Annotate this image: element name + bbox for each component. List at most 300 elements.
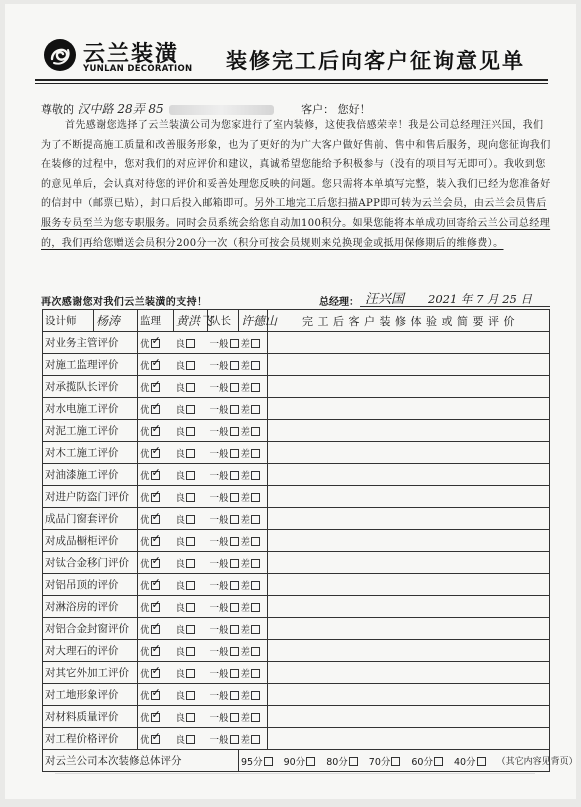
- faint-bleedthrough: [55, 773, 535, 774]
- grade-option-good[interactable]: [174, 420, 208, 442]
- document-title: 装修完工后向客户征询意见单: [226, 49, 525, 73]
- grade-checkbox[interactable]: [186, 603, 195, 612]
- redacted-area: [169, 105, 274, 115]
- grade-checkbox[interactable]: [251, 339, 260, 348]
- grade-option-good[interactable]: [174, 684, 208, 706]
- remark-cell[interactable]: [268, 376, 550, 398]
- grade-option-average[interactable]: [208, 596, 239, 618]
- remark-cell[interactable]: [268, 420, 550, 442]
- grade-checkbox[interactable]: [230, 581, 239, 590]
- score-option-label: 70分: [368, 756, 391, 768]
- rating-item-label: 对淋浴房的评价: [43, 596, 138, 618]
- score-option[interactable]: [454, 754, 486, 768]
- remark-cell[interactable]: [268, 706, 550, 728]
- grade-checkbox[interactable]: [186, 647, 195, 656]
- grade-option-excellent[interactable]: [138, 530, 174, 552]
- grade-option-poor[interactable]: [239, 574, 268, 596]
- grade-checkbox[interactable]: [186, 515, 195, 524]
- grade-checkbox[interactable]: [151, 493, 160, 502]
- grade-option-poor[interactable]: [239, 332, 268, 354]
- rating-row: [43, 398, 550, 420]
- rating-item-label: 对工地形象评价: [43, 684, 138, 706]
- rating-item-label: 对工程价格评价: [43, 728, 138, 750]
- grade-label: 差: [240, 734, 251, 746]
- grade-option-poor[interactable]: [239, 508, 268, 530]
- rating-row: [43, 618, 550, 640]
- grade-checkbox[interactable]: [251, 691, 260, 700]
- grade-checkbox[interactable]: [230, 471, 239, 480]
- grade-label: 优: [140, 668, 150, 680]
- grade-checkbox[interactable]: [151, 713, 160, 722]
- grade-label: 一般: [209, 404, 229, 416]
- grade-checkbox[interactable]: [251, 515, 260, 524]
- signature-date: 2021 年 7 月 25 日: [428, 292, 532, 306]
- grade-option-good[interactable]: [174, 706, 208, 728]
- grade-option-excellent[interactable]: [138, 728, 174, 750]
- rating-row: [43, 376, 550, 398]
- remark-cell[interactable]: [268, 530, 550, 552]
- grade-option-excellent[interactable]: [138, 398, 174, 420]
- remark-cell[interactable]: [268, 508, 550, 530]
- grade-option-average[interactable]: [208, 376, 239, 398]
- grade-checkbox[interactable]: [186, 559, 195, 568]
- grade-label: 差: [240, 382, 251, 394]
- grade-checkbox[interactable]: [230, 669, 239, 678]
- grade-checkbox[interactable]: [251, 449, 260, 458]
- grade-checkbox[interactable]: [230, 493, 239, 502]
- remark-cell[interactable]: [268, 684, 550, 706]
- grade-label: 一般: [209, 514, 229, 526]
- grade-label: 差: [240, 448, 251, 460]
- score-checkbox[interactable]: [306, 757, 315, 766]
- grade-option-excellent[interactable]: [138, 332, 174, 354]
- rating-row: [43, 420, 550, 442]
- header-rule: [35, 79, 548, 81]
- grade-label: 良: [175, 514, 186, 526]
- grade-checkbox[interactable]: [186, 669, 195, 678]
- grade-label: 优: [140, 712, 150, 724]
- grade-option-poor[interactable]: [239, 618, 268, 640]
- letter-body: [41, 116, 551, 253]
- grade-option-good[interactable]: [174, 728, 208, 750]
- remark-cell[interactable]: [268, 332, 550, 354]
- grade-option-excellent[interactable]: [138, 354, 174, 376]
- grade-checkbox[interactable]: [186, 691, 195, 700]
- rating-row: [43, 508, 550, 530]
- remark-cell[interactable]: [268, 464, 550, 486]
- grade-option-good[interactable]: [174, 596, 208, 618]
- grade-label: 一般: [209, 624, 229, 636]
- score-option-label: 95分: [241, 756, 263, 768]
- grade-label: 差: [240, 580, 251, 592]
- brand-name-cn: 云兰装潢: [83, 42, 180, 67]
- grade-checkbox[interactable]: [151, 625, 160, 634]
- grade-label: 良: [175, 470, 186, 482]
- grade-option-average[interactable]: [208, 398, 239, 420]
- grade-checkbox[interactable]: [151, 603, 160, 612]
- grade-checkbox[interactable]: [186, 405, 195, 414]
- grade-option-poor[interactable]: [239, 442, 268, 464]
- rating-item-label: 对其它外加工评价: [43, 662, 138, 684]
- grade-checkbox[interactable]: [186, 735, 195, 744]
- grade-checkbox[interactable]: [230, 361, 239, 370]
- manager-signature: 汪兴国: [365, 292, 405, 307]
- grade-label: 优: [140, 426, 150, 438]
- grade-option-average[interactable]: [208, 574, 239, 596]
- rating-item-label: 对木工施工评价: [43, 442, 138, 464]
- grade-option-poor[interactable]: [239, 376, 268, 398]
- grade-label: 优: [140, 404, 150, 416]
- grade-option-average[interactable]: [208, 354, 239, 376]
- grade-option-average[interactable]: [208, 442, 239, 464]
- designer-name[interactable]: 杨涛: [94, 310, 138, 332]
- grade-option-average[interactable]: [208, 706, 239, 728]
- rating-item-label: 对铝合金封窗评价: [43, 618, 138, 640]
- grade-label: 差: [240, 360, 251, 372]
- rating-item-label: 对进户防盗门评价: [43, 486, 138, 508]
- grade-option-excellent[interactable]: [138, 574, 174, 596]
- grade-option-average[interactable]: [208, 486, 239, 508]
- remark-cell[interactable]: [268, 398, 550, 420]
- remark-cell[interactable]: [268, 662, 550, 684]
- rating-row: [43, 332, 550, 354]
- grade-label: 良: [175, 492, 186, 504]
- rating-item-label: 对施工监理评价: [43, 354, 138, 376]
- score-checkbox[interactable]: [434, 757, 443, 766]
- grade-option-average[interactable]: [208, 420, 239, 442]
- grade-label: 差: [240, 426, 251, 438]
- grade-option-average[interactable]: [208, 530, 239, 552]
- score-option[interactable]: [326, 754, 358, 768]
- grade-option-excellent[interactable]: [138, 508, 174, 530]
- evaluation-table: [42, 309, 578, 772]
- grade-label: 差: [240, 602, 251, 614]
- grade-option-poor[interactable]: [239, 530, 268, 552]
- grade-checkbox[interactable]: [251, 625, 260, 634]
- grade-option-excellent[interactable]: [138, 552, 174, 574]
- remark-cell[interactable]: [268, 486, 550, 508]
- grade-label: 一般: [209, 558, 229, 570]
- grade-option-good[interactable]: [174, 486, 208, 508]
- score-option-label: 60分: [411, 756, 433, 768]
- rating-row: [43, 728, 550, 750]
- grade-checkbox[interactable]: [230, 559, 239, 568]
- grade-checkbox[interactable]: [251, 427, 260, 436]
- grade-option-good[interactable]: [174, 398, 208, 420]
- rating-row: [43, 464, 550, 486]
- grade-checkbox[interactable]: [230, 383, 239, 392]
- grade-label: 优: [140, 734, 150, 746]
- grade-checkbox[interactable]: [251, 581, 260, 590]
- grade-label: 良: [175, 448, 186, 460]
- grade-checkbox[interactable]: [151, 515, 160, 524]
- grade-option-good[interactable]: [174, 508, 208, 530]
- grade-checkbox[interactable]: [251, 713, 260, 722]
- grade-label: 一般: [209, 448, 229, 460]
- grade-option-poor[interactable]: [239, 662, 268, 684]
- grade-checkbox[interactable]: [230, 713, 239, 722]
- grade-label: 良: [175, 602, 186, 614]
- grade-option-excellent[interactable]: [138, 640, 174, 662]
- score-checkbox[interactable]: [391, 757, 400, 766]
- grade-checkbox[interactable]: [230, 625, 239, 634]
- grade-option-excellent[interactable]: [138, 596, 174, 618]
- grade-label: 优: [140, 470, 150, 482]
- score-checkbox[interactable]: [477, 757, 486, 766]
- grade-label: 优: [140, 492, 150, 504]
- yunlan-swirl-logo-icon: [43, 38, 77, 72]
- grade-checkbox[interactable]: [251, 735, 260, 744]
- grade-label: 差: [240, 338, 251, 350]
- grade-option-good[interactable]: [174, 332, 208, 354]
- grade-label: 良: [175, 690, 186, 702]
- rating-item-label: 对大理石的评价: [43, 640, 138, 662]
- grade-option-excellent[interactable]: [138, 706, 174, 728]
- grade-option-good[interactable]: [174, 618, 208, 640]
- grade-label: 良: [175, 712, 186, 724]
- grade-label: 优: [140, 602, 150, 614]
- grade-checkbox[interactable]: [251, 405, 260, 414]
- remark-cell[interactable]: [268, 354, 550, 376]
- grade-option-excellent[interactable]: [138, 376, 174, 398]
- grade-checkbox[interactable]: [151, 735, 160, 744]
- grade-checkbox[interactable]: [251, 647, 260, 656]
- grade-checkbox[interactable]: [251, 603, 260, 612]
- grade-label: 差: [240, 404, 251, 416]
- survey-document: [5, 4, 576, 799]
- rating-row: [43, 354, 550, 376]
- grade-option-poor[interactable]: [239, 398, 268, 420]
- grade-option-average[interactable]: [208, 508, 239, 530]
- grade-checkbox[interactable]: [151, 581, 160, 590]
- grade-option-average[interactable]: [208, 662, 239, 684]
- grade-option-good[interactable]: [174, 574, 208, 596]
- grade-checkbox[interactable]: [230, 427, 239, 436]
- grade-label: 一般: [209, 712, 229, 724]
- grade-option-excellent[interactable]: [138, 662, 174, 684]
- grade-label: 良: [175, 426, 186, 438]
- grade-label: 良: [175, 404, 186, 416]
- grade-label: 一般: [209, 426, 229, 438]
- grade-label: 一般: [209, 602, 229, 614]
- grade-option-poor[interactable]: [239, 728, 268, 750]
- grade-option-poor[interactable]: [239, 596, 268, 618]
- grade-label: 一般: [209, 690, 229, 702]
- grade-label: 良: [175, 624, 186, 636]
- grade-label: 差: [240, 492, 251, 504]
- grade-checkbox[interactable]: [230, 735, 239, 744]
- greeting-line: [41, 100, 371, 117]
- remark-cell[interactable]: [268, 552, 550, 574]
- grade-label: 一般: [209, 470, 229, 482]
- grade-checkbox[interactable]: [151, 361, 160, 370]
- grade-option-excellent[interactable]: [138, 684, 174, 706]
- grade-checkbox[interactable]: [186, 339, 195, 348]
- grade-option-average[interactable]: [208, 552, 239, 574]
- grade-option-excellent[interactable]: [138, 486, 174, 508]
- grade-label: 良: [175, 668, 186, 680]
- grade-label: 优: [140, 360, 150, 372]
- score-option[interactable]: [369, 754, 401, 768]
- grade-checkbox[interactable]: [186, 493, 195, 502]
- grade-checkbox[interactable]: [186, 713, 195, 722]
- grade-checkbox[interactable]: [186, 427, 195, 436]
- grade-option-good[interactable]: [174, 552, 208, 574]
- grade-checkbox[interactable]: [230, 339, 239, 348]
- grade-checkbox[interactable]: [151, 339, 160, 348]
- grade-checkbox[interactable]: [230, 603, 239, 612]
- remark-cell[interactable]: [268, 574, 550, 596]
- brand-name-en: YUNLAN DECORATION: [83, 64, 193, 74]
- grade-option-poor[interactable]: [239, 486, 268, 508]
- rating-row: [43, 574, 550, 596]
- remark-cell[interactable]: [268, 728, 550, 750]
- score-option[interactable]: [284, 754, 316, 768]
- grade-checkbox[interactable]: [230, 515, 239, 524]
- greeting-hello: 您好！: [337, 103, 371, 116]
- grade-checkbox[interactable]: [251, 669, 260, 678]
- grade-checkbox[interactable]: [151, 471, 160, 480]
- grade-checkbox[interactable]: [251, 361, 260, 370]
- grade-option-good[interactable]: [174, 662, 208, 684]
- grade-label: 良: [175, 580, 186, 592]
- score-option[interactable]: [241, 754, 273, 768]
- designer-label: 设计师: [43, 310, 94, 332]
- closing-thanks: 再次感谢您对我们云兰装潢的支持！: [41, 297, 208, 308]
- grade-checkbox[interactable]: [186, 471, 195, 480]
- grade-checkbox[interactable]: [186, 361, 195, 370]
- foreman-name[interactable]: 许德山: [239, 310, 268, 332]
- grade-label: 一般: [209, 646, 229, 658]
- grade-option-poor[interactable]: [239, 684, 268, 706]
- grade-checkbox[interactable]: [186, 537, 195, 546]
- rating-row: [43, 662, 550, 684]
- grade-checkbox[interactable]: [251, 559, 260, 568]
- grade-option-poor[interactable]: [239, 354, 268, 376]
- grade-checkbox[interactable]: [230, 405, 239, 414]
- rating-item-label: 成品门窗套评价: [43, 508, 138, 530]
- rating-row: [43, 442, 550, 464]
- grade-checkbox[interactable]: [151, 559, 160, 568]
- supervisor-name[interactable]: 黄洪飞: [174, 310, 208, 332]
- grade-option-good[interactable]: [174, 442, 208, 464]
- grade-checkbox[interactable]: [230, 647, 239, 656]
- grade-label: 一般: [209, 382, 229, 394]
- grade-option-average[interactable]: [208, 640, 239, 662]
- grade-checkbox[interactable]: [251, 537, 260, 546]
- grade-checkbox[interactable]: [151, 405, 160, 414]
- grade-label: 一般: [209, 734, 229, 746]
- grade-checkbox[interactable]: [151, 647, 160, 656]
- letter-app-member-note: 另外工地完工后您扫描APP即可转为云兰会员，由云兰会员售后服务专员至兰为您专职服务。同时会员系统会给您自动加100积分。: [41, 198, 547, 229]
- grade-label: 优: [140, 690, 150, 702]
- remark-cell[interactable]: [268, 618, 550, 640]
- grade-checkbox[interactable]: [151, 383, 160, 392]
- grade-label: 良: [175, 360, 186, 372]
- grade-checkbox[interactable]: [230, 691, 239, 700]
- remark-cell[interactable]: [268, 596, 550, 618]
- grade-option-average[interactable]: [208, 332, 239, 354]
- grade-label: 优: [140, 338, 150, 350]
- grade-label: 差: [240, 470, 251, 482]
- grade-option-average[interactable]: [208, 464, 239, 486]
- grade-label: 优: [140, 558, 150, 570]
- client-label: 客户：: [301, 103, 335, 116]
- grade-option-poor[interactable]: [239, 464, 268, 486]
- grade-checkbox[interactable]: [186, 383, 195, 392]
- grade-checkbox[interactable]: [251, 383, 260, 392]
- grade-option-excellent[interactable]: [138, 618, 174, 640]
- grade-label: 一般: [209, 668, 229, 680]
- grade-option-excellent[interactable]: [138, 420, 174, 442]
- rating-item-label: 对油漆施工评价: [43, 464, 138, 486]
- score-option[interactable]: [411, 754, 443, 768]
- grade-label: 优: [140, 580, 150, 592]
- remark-cell[interactable]: [268, 640, 550, 662]
- grade-label: 差: [240, 624, 251, 636]
- rating-row: [43, 552, 550, 574]
- grade-checkbox[interactable]: [251, 471, 260, 480]
- remark-cell[interactable]: [268, 442, 550, 464]
- grade-option-poor[interactable]: [239, 706, 268, 728]
- grade-option-average[interactable]: [208, 618, 239, 640]
- grade-checkbox[interactable]: [251, 493, 260, 502]
- greeting-prefix: 尊敬的: [41, 103, 74, 116]
- grade-option-poor[interactable]: [239, 640, 268, 662]
- grade-option-good[interactable]: [174, 640, 208, 662]
- grade-label: 差: [240, 646, 251, 658]
- grade-checkbox[interactable]: [151, 537, 160, 546]
- grade-checkbox[interactable]: [230, 537, 239, 546]
- signature-underline: [360, 306, 550, 307]
- grade-option-good[interactable]: [174, 376, 208, 398]
- grade-label: 良: [175, 338, 186, 350]
- grade-checkbox[interactable]: [151, 669, 160, 678]
- rating-row: [43, 530, 550, 552]
- grade-option-good[interactable]: [174, 464, 208, 486]
- grade-option-average[interactable]: [208, 728, 239, 750]
- grade-checkbox[interactable]: [151, 691, 160, 700]
- grade-option-excellent[interactable]: [138, 464, 174, 486]
- score-checkbox[interactable]: [264, 757, 273, 766]
- rating-row: [43, 640, 550, 662]
- grade-label: 差: [240, 690, 251, 702]
- rating-item-label: 对水电施工评价: [43, 398, 138, 420]
- grade-checkbox[interactable]: [186, 449, 195, 458]
- score-options: [239, 750, 578, 772]
- grade-option-average[interactable]: [208, 684, 239, 706]
- manager-label: 总经理：: [319, 297, 359, 308]
- grade-checkbox[interactable]: [186, 581, 195, 590]
- grade-label: 一般: [209, 536, 229, 548]
- grade-checkbox[interactable]: [230, 449, 239, 458]
- grade-option-good[interactable]: [174, 354, 208, 376]
- foreman-label: 队长: [208, 310, 239, 332]
- score-option-label: 80分: [326, 756, 348, 768]
- rating-row: [43, 706, 550, 728]
- score-checkbox[interactable]: [349, 757, 358, 766]
- grade-checkbox[interactable]: [151, 449, 160, 458]
- grade-checkbox[interactable]: [186, 625, 195, 634]
- score-option-label: 90分: [283, 756, 306, 768]
- grade-label: 优: [140, 514, 150, 526]
- grade-option-good[interactable]: [174, 530, 208, 552]
- grade-option-poor[interactable]: [239, 420, 268, 442]
- grade-option-poor[interactable]: [239, 552, 268, 574]
- rating-row: [43, 596, 550, 618]
- grade-checkbox[interactable]: [151, 427, 160, 436]
- grade-option-excellent[interactable]: [138, 442, 174, 464]
